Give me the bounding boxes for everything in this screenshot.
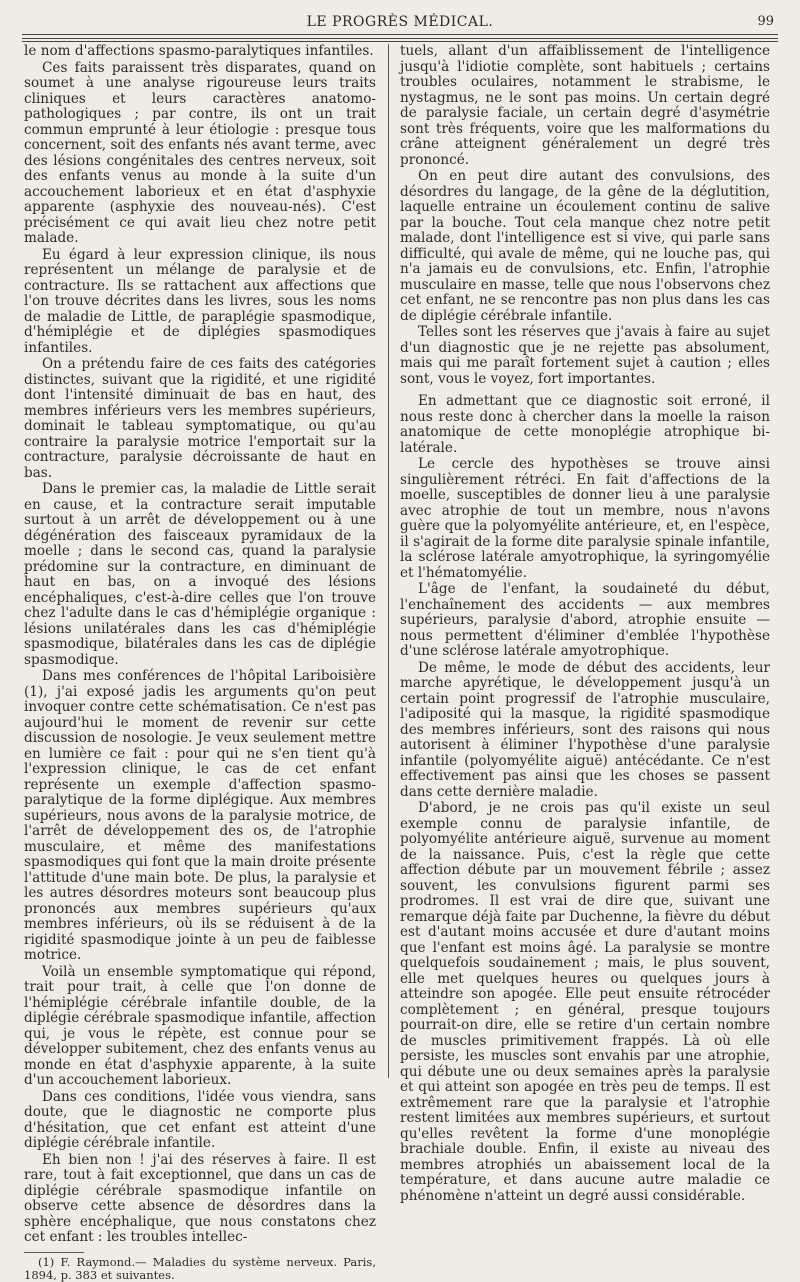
right-column xyxy=(400,43,770,1204)
paragraph: L'âge de l'enfant, la soudaineté du début, l'enchaînement des accidents — aux membres supérieurs, paralysie d'abord, atrophie ensuite — nous permettent d'éliminer d'emblée l'hypothèse d'une sclérose latérale amyotrophique. xyxy=(400,581,770,659)
column-divider xyxy=(388,44,389,1078)
page-number: 99 xyxy=(757,14,774,29)
paragraph: Ces faits paraissent très disparates, quand on soumet à une analyse rigoureuse leurs traits cliniques et leurs caractères anatomo-pathologiques ; par contre, ils ont un trait commun emprunté à leur étiologie : presque tous concernent, soit des enfants nés avant terme, avec des lésions congénitales des centres nerveux, soit des enfants venus au monde à la suite d'un accouchement laborieux et en état d'asphyxie apparente (asphyxie des nouveau-nés). C'est précisément ce qui avait lieu chez notre petit malade. xyxy=(24,59,376,246)
paragraph: Eh bien non ! j'ai des réserves à faire. Il est rare, tout à fait exceptionnel, que dans un cas de diplégie cérébrale spasmodique infantile on observe cette absence de désordres dans la sphère encéphalique, que nous constatons chez cet enfant : les troubles intellec- xyxy=(24,1151,376,1245)
header-rule xyxy=(22,38,778,42)
paragraph: Dans ces conditions, l'idée vous viendra, sans doute, que le diagnostic ne comporte plus d'hésitation, que cet enfant est atteint d'une diplégie cérébrale infantile. xyxy=(24,1088,376,1151)
paragraph: De même, le mode de début des accidents, leur marche apyrétique, le développement jusqu'à un certain point progressif de l'atrophie musculaire, l'adiposité qui la masque, la rigidité spasmodique des membres inférieurs, sont des raisons qui nous autorisent à éliminer l'hypothèse d'une paralysie infantile (polyomyélite aiguë) antécédante. Ce n'est effectivement pas ainsi que les choses se passent dans cette dernière maladie. xyxy=(400,659,770,800)
running-title: LE PROGRÈS MÉDICAL. xyxy=(306,14,494,30)
paragraph: Le cercle des hypothèses se trouve ainsi singulièrement rétréci. En fait d'affections de la moelle, susceptibles de donner lieu à une paralysie avec atrophie de tout un membre, nous n'avons guère que la polyomyélite antérieure, et, en l'espèce, il s'agirait de la forme dite paralysie spinale infantile, la sclérose latérale amyotrophique, la syringomyélie et l'hématomyélie. xyxy=(400,456,770,581)
paragraph: le nom d'affections spasmo-paralytiques infantiles. xyxy=(24,43,374,59)
paragraph: Telles sont les réserves que j'avais à faire au sujet d'un diagnostic que je ne rejette pas absolument, mais qui me paraît fortement sujet à caution ; elles sont, vous le voyez, fort importantes. xyxy=(400,324,770,387)
left-column xyxy=(24,43,376,1282)
page-header xyxy=(22,12,778,35)
paragraph: Eu égard à leur expression clinique, ils nous représentent un mélange de paralysie et de contracture. Ils se rattachent aux affections que l'on trouve décrites dans les livres, sous les noms de maladie de Little, de paraplégie spasmodique, d'hémiplégie et de diplégies spasmodiques infantiles. xyxy=(24,246,376,356)
footnote-rule xyxy=(24,1252,84,1253)
paragraph: D'abord, je ne crois pas qu'il existe un seul exemple connu de paralysie infantile, de polyomyélite antérieure aiguë, survenue au moment de la naissance. Puis, c'est la règle que cette affection débute par un mouvement fébrile ; assez souvent, les convulsions figurent parmi ses prodromes. Il est vrai de dire que, suivant une remarque déjà faite par Duchenne, la fièvre du début est d'autant moins accusée et dure d'autant moins que l'enfant est moins âgé. La paralysie se montre quelquefois soudainement ; mais, le plus souvent, elle met quelques heures ou quelques jours à atteindre son apogée. Elle peut ensuite rétrocéder complètement ; en général, presque toujours pourrait-on dire, elle se retire d'un certain nombre de muscles primitivement frappés. Là où elle persiste, les muscles sont envahis par une atrophie, qui débute une ou deux semaines après la paralysie et qui atteint son apogée en très peu de temps. Il est extrêmement rare que la paralysie et l'atrophie restent limitées aux membres supérieurs, et surtout qu'elles revêtent la forme d'une monoplégie brachiale double. Enfin, il existe au niveau des membres atrophiés un abaissement local de la température, et dans aucune autre maladie ce phénomène n'atteint un degré aussi considérable. xyxy=(400,800,770,1204)
paragraph: tuels, allant d'un affaiblissement de l'intelligence jusqu'à l'idiotie complète, sont habituels ; certains troubles oculaires, notamment le strabisme, le nystagmus, ne le sont pas moins. Un certain degré de paralysie faciale, un certain degré d'asymétrie sont très fréquents, voire que les malformations du crâne atteignent généralement un degré très prononcé. xyxy=(400,43,770,168)
paragraph: Dans mes conférences de l'hôpital Lariboisière (1), j'ai exposé jadis les arguments qu'on peut invoquer contre cette schématisation. Ce n'est pas aujourd'hui le moment de revenir sur cette discussion de nosologie. Je veux seulement mettre en lumière ce fait : pour qui ne s'en tient qu'à l'expression clinique, le cas de cet enfant représente un exemple d'affection spasmo-paralytique de la forme diplégique. Aux membres supérieurs, nous avons de la paralysie motrice, de l'arrêt de développement des os, de l'atrophie musculaire, et même des manifestations spasmodiques qui font que la main droite présente l'attitude d'une main bote. De plus, la paralysie et les autres désordres moteurs sont beaucoup plus prononcés aux membres supérieurs qu'aux membres inférieurs, où ils se réduisent à de la rigidité spasmodique jointe à un peu de faiblesse motrice. xyxy=(24,668,376,963)
paragraph: Dans le premier cas, la maladie de Little serait en cause, et la contracture serait imputable surtout à un arrêt de développement ou à une dégénération des faisceaux pyramidaux de la moelle ; dans le second cas, quand la paralysie prédomine sur la contracture, en diminuant de haut en bas, on a invoqué des lésions encéphaliques, c'est-à-dire celles que l'on trouve chez l'adulte dans le cas d'hémiplégie organique : lésions unilatérales dans les cas d'hémiplégie spasmodique, bilatérales dans les cas de diplégie spasmodique. xyxy=(24,481,376,668)
paragraph: On en peut dire autant des convulsions, des désordres du langage, de la gêne de la déglutition, laquelle entraine un écoulement continu de salive par la bouche. Tout cela manque chez notre petit malade, dont l'intelligence est si vive, qui parle sans difficulté, qui avale de même, qui ne louche pas, qui n'a jamais eu de convulsions, etc. Enfin, l'atrophie musculaire en masse, telle que nous l'observons chez cet enfant, ne se rencontre pas non plus dans les cas de diplégie cérébrale infantile. xyxy=(400,168,770,324)
paragraph: En admettant que ce diagnostic soit erroné, il nous reste donc à chercher dans la moelle la raison anatomique de cette monoplégie atrophique bi-latérale. xyxy=(400,393,770,456)
paragraph: Voilà un ensemble symptomatique qui répond, trait pour trait, à celle que l'on donne de l'hémiplégie cérébrale infantile double, de la diplégie cérébrale spasmodique infantile, affection qui, je vous le répète, est connue pour se développer subitement, chez des enfants venus au monde en état d'asphyxie apparente, à la suite d'un accouchement laborieux. xyxy=(24,963,376,1088)
paragraph: On a prétendu faire de ces faits des catégories distinctes, suivant que la rigidité, et une rigidité dont l'intensité diminuait de bas en haut, des membres inférieurs vers les membres supérieurs, dominait le tableau symptomatique, ou qu'au contraire la paralysie motrice l'emportait sur la contracture, paralysie décroissante de haut en bas. xyxy=(24,356,376,481)
footnote: (1) F. Raymond.— Maladies du système nerveux. Paris, 1894, p. 383 et suivantes. xyxy=(24,1254,376,1282)
